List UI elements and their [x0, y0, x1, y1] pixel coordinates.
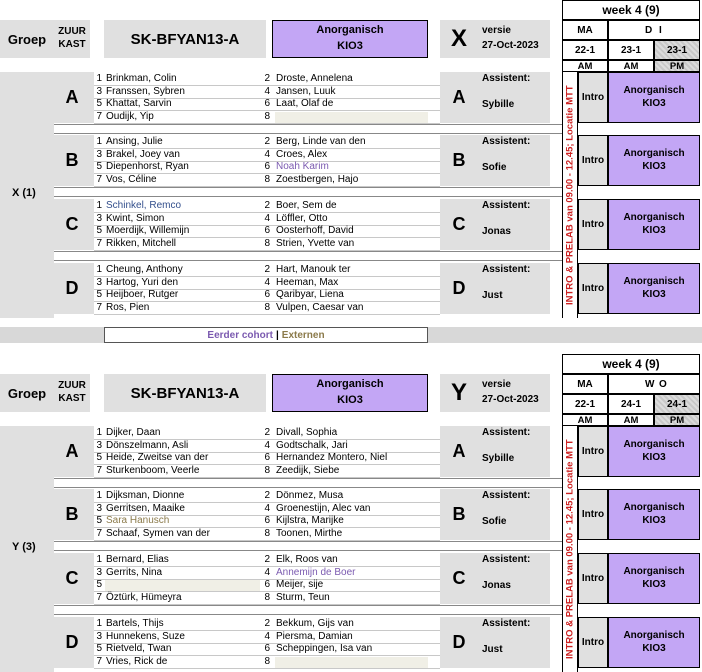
- subgroup-spacer: [54, 541, 562, 551]
- student-name: Sturkenboom, Veerle: [106, 464, 200, 476]
- student-name: Kijlstra, Marijke: [276, 515, 344, 526]
- seat-number: 4: [264, 276, 270, 288]
- row-rule: [94, 477, 440, 478]
- seat-number: 5: [96, 225, 102, 236]
- seat-number: 3: [96, 566, 102, 578]
- seat-number: 6: [264, 225, 270, 236]
- course-subtitle: KIO3: [337, 394, 363, 406]
- seat-number: 5: [96, 643, 102, 654]
- student-name: Dönmez, Musa: [276, 490, 344, 501]
- week-label: week 4 (9): [562, 354, 700, 374]
- day-letter-2: I: [659, 25, 662, 36]
- student-name: Toonen, Mirthe: [276, 527, 343, 539]
- assistant-label: Assistent:: [482, 264, 531, 275]
- seat-number: 3: [96, 502, 102, 514]
- seat-number: 7: [96, 527, 102, 539]
- assistant-label: Assistent:: [482, 490, 531, 501]
- student-name: Brinkman, Colin: [106, 73, 177, 84]
- seat-number: 2: [264, 264, 270, 275]
- zuur-label: ZUUR: [58, 26, 86, 37]
- student-name: Strien, Yvette van: [276, 237, 355, 249]
- seat-number: 3: [96, 276, 102, 288]
- subgroup-spacer: [54, 124, 562, 134]
- group-label: X (1): [12, 187, 36, 199]
- row-rule: [94, 540, 440, 541]
- seat-number: 7: [96, 110, 102, 122]
- seat-number: 6: [264, 643, 270, 654]
- subgroup-spacer: [54, 605, 562, 615]
- student-name: Kwint, Simon: [106, 212, 165, 224]
- subgroup-spacer: [54, 251, 562, 261]
- subgroup-letter-right: C: [440, 199, 478, 250]
- student-name: Hart, Manouk ter: [276, 264, 351, 275]
- student-name: Heijboer, Rutger: [106, 289, 179, 300]
- subgroup-letter: C: [54, 553, 90, 604]
- seat-number: 4: [264, 439, 270, 451]
- student-name: Sara Hanusch: [106, 515, 170, 526]
- student-name: Bartels, Thijs: [106, 618, 164, 629]
- student-name: Dijksman, Dionne: [106, 490, 185, 501]
- day-letter-1: W: [645, 379, 655, 390]
- course-cell-title: Anorganisch: [623, 148, 685, 159]
- student-name: Dijker, Daan: [106, 427, 161, 438]
- am-2: AM: [608, 60, 654, 72]
- seat-number: 8: [264, 527, 270, 539]
- seat-number: 5: [96, 98, 102, 109]
- day-di: [608, 20, 700, 40]
- row-rule: [94, 314, 440, 315]
- seat-number: 5: [96, 289, 102, 300]
- subgroup-letter: B: [54, 489, 90, 540]
- am-1: AM: [562, 60, 608, 72]
- subgroup-letter-right: B: [440, 489, 478, 540]
- subgroup-letter-right: A: [440, 426, 478, 477]
- assistant-name: Sofie: [482, 162, 507, 173]
- course-cell-subtitle: KIO3: [642, 515, 666, 526]
- intro-cell: Intro: [578, 199, 608, 250]
- student-name: Bernard, Elias: [106, 554, 169, 565]
- intro-cell: Intro: [578, 72, 608, 123]
- seat-number: 1: [96, 554, 102, 565]
- seat-number: 8: [264, 591, 270, 603]
- student-name: Laat, Olaf de: [276, 98, 334, 109]
- intro-cell: Intro: [578, 617, 608, 668]
- empty-seat: [105, 580, 260, 591]
- seat-number: 4: [264, 566, 270, 578]
- course-cell-subtitle: KIO3: [642, 98, 666, 109]
- student-name: Berg, Linde van den: [276, 136, 366, 147]
- course-cell-title: Anorganisch: [623, 85, 685, 96]
- seat-number: 2: [264, 554, 270, 565]
- seat-number: 6: [264, 98, 270, 109]
- seat-number: 3: [96, 148, 102, 160]
- course-subtitle: KIO3: [337, 40, 363, 52]
- course-cell-title: Anorganisch: [623, 630, 685, 641]
- assistant-label: Assistent:: [482, 618, 531, 629]
- seat-number: 8: [264, 301, 270, 313]
- seat-number: 1: [96, 427, 102, 438]
- seat-number: 1: [96, 200, 102, 211]
- intro-cell: Intro: [578, 426, 608, 477]
- student-name: Schaaf, Symen van der: [106, 527, 210, 539]
- student-name: Godtschalk, Jari: [276, 439, 348, 451]
- student-name: Jansen, Luuk: [276, 85, 336, 97]
- student-name: Gerrits, Nina: [106, 566, 163, 578]
- seat-number: 4: [264, 212, 270, 224]
- course-cell-title: Anorganisch: [623, 212, 685, 223]
- student-name: Zoestbergen, Hajo: [276, 173, 359, 185]
- student-name: Rietveld, Twan: [106, 643, 172, 654]
- seat-number: 1: [96, 618, 102, 629]
- empty-seat: [275, 112, 428, 123]
- schedule-gap: [578, 604, 700, 617]
- assistant-name: Just: [482, 644, 503, 655]
- student-name: Qaribyar, Liena: [276, 289, 344, 300]
- seat-number: 1: [96, 73, 102, 84]
- course-code: SK-BFYAN13-A: [104, 20, 266, 58]
- student-name: Rikken, Mitchell: [106, 237, 177, 249]
- subgroup-letter: D: [54, 263, 90, 314]
- seat-number: 5: [96, 515, 102, 526]
- assistant-name: Sybille: [482, 453, 515, 464]
- course-cell-subtitle: KIO3: [642, 161, 666, 172]
- student-name: Droste, Annelena: [276, 73, 353, 84]
- subgroup-letter-right: D: [440, 263, 478, 314]
- seat-number: 7: [96, 464, 102, 476]
- student-name: Hernandez Montero, Niel: [276, 452, 388, 463]
- group-letter: Y: [440, 374, 478, 412]
- assistant-name: Sybille: [482, 99, 515, 110]
- student-name: Groenestijn, Alec van: [276, 502, 371, 514]
- day-letter-1: D: [645, 25, 653, 36]
- subgroup-letter-right: D: [440, 617, 478, 668]
- seat-number: 6: [264, 515, 270, 526]
- student-name: Gerritsen, Maaike: [106, 502, 185, 514]
- student-name: Oosterhoff, David: [276, 225, 354, 236]
- schedule-gap: [578, 186, 700, 199]
- course-cell-subtitle: KIO3: [642, 579, 666, 590]
- course-cell-subtitle: KIO3: [642, 225, 666, 236]
- kast-label: KAST: [58, 39, 86, 50]
- seat-number: 8: [264, 237, 270, 249]
- student-name: Diepenhorst, Ryan: [106, 161, 189, 172]
- seat-number: 7: [96, 173, 102, 185]
- group-label: Y (3): [12, 541, 36, 553]
- student-name: Moerdijk, Willemijn: [106, 225, 190, 236]
- course-cell-title: Anorganisch: [623, 276, 685, 287]
- subgroup-letter: A: [54, 72, 90, 123]
- seat-number: 5: [96, 579, 102, 590]
- row-rule: [94, 250, 440, 251]
- seat-number: 2: [264, 73, 270, 84]
- student-name: Öztürk, Hümeyra: [106, 591, 182, 603]
- student-name: Ansing, Julie: [106, 136, 163, 147]
- legend-cohort: Eerder cohort: [207, 329, 273, 341]
- assistant-name: Sofie: [482, 516, 507, 527]
- student-name: Scheppingen, Isa van: [276, 643, 373, 654]
- assistant-label: Assistent:: [482, 136, 531, 147]
- course-cell-subtitle: KIO3: [642, 452, 666, 463]
- seat-number: 8: [264, 655, 270, 667]
- assistant-name: Jonas: [482, 580, 511, 591]
- date-1: 22-1: [562, 40, 608, 60]
- assistant-name: Jonas: [482, 226, 511, 237]
- am-1: AM: [562, 414, 608, 426]
- row-rule: [94, 186, 440, 187]
- empty-seat: [275, 657, 428, 668]
- student-name: Löffler, Otto: [276, 212, 328, 224]
- row-rule: [94, 668, 440, 669]
- seat-number: 3: [96, 630, 102, 642]
- assistant-label: Assistent:: [482, 200, 531, 211]
- seat-number: 2: [264, 618, 270, 629]
- student-name: Oudijk, Yip: [106, 110, 154, 122]
- seat-number: 1: [96, 136, 102, 147]
- subgroup-letter-right: B: [440, 135, 478, 186]
- zuur-label: ZUUR: [58, 380, 86, 391]
- seat-number: 3: [96, 439, 102, 451]
- subgroup-letter: A: [54, 426, 90, 477]
- seat-number: 5: [96, 161, 102, 172]
- date-2: 24-1: [608, 394, 654, 414]
- pm: PM: [654, 60, 700, 72]
- intro-cell: Intro: [578, 489, 608, 540]
- subgroup-spacer: [54, 478, 562, 488]
- seat-number: 2: [264, 490, 270, 501]
- versie-date: 27-Oct-2023: [482, 40, 539, 51]
- seat-number: 6: [264, 452, 270, 463]
- intro-cell: Intro: [578, 135, 608, 186]
- seat-number: 7: [96, 301, 102, 313]
- seat-number: 2: [264, 427, 270, 438]
- student-name: Cheung, Anthony: [106, 264, 183, 275]
- day-ma: MA: [562, 374, 608, 394]
- student-name: Divall, Sophia: [276, 427, 338, 438]
- seat-number: 6: [264, 289, 270, 300]
- seat-number: 4: [264, 85, 270, 97]
- student-name: Vulpen, Caesar van: [276, 301, 364, 313]
- course-cell-subtitle: KIO3: [642, 289, 666, 300]
- assistant-label: Assistent:: [482, 73, 531, 84]
- row-rule: [94, 604, 440, 605]
- seat-number: 7: [96, 591, 102, 603]
- seat-number: 8: [264, 173, 270, 185]
- row-rule: [94, 123, 440, 124]
- student-name: Heeman, Max: [276, 276, 339, 288]
- subgroup-letter: C: [54, 199, 90, 250]
- day-ma: MA: [562, 20, 608, 40]
- seat-number: 3: [96, 212, 102, 224]
- course-code: SK-BFYAN13-A: [104, 374, 266, 412]
- group-block-x: [0, 0, 702, 320]
- seat-number: 3: [96, 85, 102, 97]
- week-label: week 4 (9): [562, 0, 700, 20]
- student-name: Hunnekens, Suze: [106, 630, 185, 642]
- date-2: 23-1: [608, 40, 654, 60]
- student-name: Schinkel, Remco: [106, 200, 182, 211]
- student-name: Piersma, Damian: [276, 630, 353, 642]
- intro-location-note: INTRO & PRELAB van 09.00 - 12.45; Locatie MTT: [564, 85, 576, 305]
- seat-number: 7: [96, 655, 102, 667]
- group-block-y: [0, 354, 702, 671]
- course-cell-title: Anorganisch: [623, 439, 685, 450]
- versie-label: versie: [482, 25, 511, 36]
- versie-label: versie: [482, 379, 511, 390]
- date-3: 23-1: [654, 40, 700, 60]
- seat-number: 2: [264, 200, 270, 211]
- student-name: Croes, Alex: [276, 148, 328, 160]
- student-name: Franssen, Sybren: [106, 85, 185, 97]
- assistant-label: Assistent:: [482, 554, 531, 565]
- seat-number: 5: [96, 452, 102, 463]
- schedule-gap: [578, 250, 700, 263]
- schedule-gap: [578, 540, 700, 553]
- subgroup-spacer: [54, 187, 562, 197]
- student-name: Sturm, Teun: [276, 591, 330, 603]
- intro-cell: Intro: [578, 263, 608, 314]
- seat-number: 4: [264, 502, 270, 514]
- student-name: Elk, Roos van: [276, 554, 338, 565]
- student-name: Zeedijk, Siebe: [276, 464, 340, 476]
- day-di: [608, 374, 700, 394]
- seat-number: 2: [264, 136, 270, 147]
- seat-number: 1: [96, 264, 102, 275]
- student-name: Meijer, sije: [276, 579, 324, 590]
- subgroup-letter: B: [54, 135, 90, 186]
- course-cell-subtitle: KIO3: [642, 643, 666, 654]
- student-name: Boer, Sem de: [276, 200, 337, 211]
- seat-number: 8: [264, 464, 270, 476]
- course-title: Anorganisch: [316, 378, 384, 390]
- group-letter: X: [440, 20, 478, 58]
- student-name: Annemijn de Boer: [276, 566, 356, 578]
- legend-extern: Externen: [281, 329, 325, 341]
- pm: PM: [654, 414, 700, 426]
- date-1: 22-1: [562, 394, 608, 414]
- seat-number: 6: [264, 579, 270, 590]
- legend-box: [104, 327, 428, 343]
- versie-date: 27-Oct-2023: [482, 394, 539, 405]
- student-name: Vries, Rick de: [106, 655, 168, 667]
- intro-location-note: INTRO & PRELAB van 09.00 - 12.45; Locatie MTT: [564, 439, 576, 659]
- subgroup-letter-right: C: [440, 553, 478, 604]
- groep-label: Groep: [7, 385, 47, 401]
- student-name: Vos, Céline: [106, 173, 157, 185]
- kast-label: KAST: [58, 393, 86, 404]
- assistant-label: Assistent:: [482, 427, 531, 438]
- vertical-note-frame: [562, 72, 578, 318]
- am-2: AM: [608, 414, 654, 426]
- student-name: Hartog, Yuri den: [106, 276, 179, 288]
- legend-separator: |: [275, 329, 279, 341]
- seat-number: 8: [264, 110, 270, 122]
- seat-number: 4: [264, 148, 270, 160]
- seat-number: 1: [96, 490, 102, 501]
- student-name: Ros, Pien: [106, 301, 150, 313]
- course-title: Anorganisch: [316, 24, 384, 36]
- seat-number: 6: [264, 161, 270, 172]
- groep-label: Groep: [7, 31, 47, 47]
- day-letter-2: O: [659, 379, 667, 390]
- seat-number: 4: [264, 630, 270, 642]
- assistant-name: Just: [482, 290, 503, 301]
- student-name: Noah Karim: [276, 161, 329, 172]
- subgroup-letter: D: [54, 617, 90, 668]
- student-name: Heide, Zweitse van der: [106, 452, 209, 463]
- student-name: Brakel, Joey van: [106, 148, 180, 160]
- student-name: Khattat, Sarvin: [106, 98, 172, 109]
- student-name: Bekkum, Gijs van: [276, 618, 354, 629]
- intro-cell: Intro: [578, 553, 608, 604]
- student-name: Dönszelmann, Asli: [106, 439, 189, 451]
- subgroup-letter-right: A: [440, 72, 478, 123]
- course-cell-title: Anorganisch: [623, 566, 685, 577]
- course-cell-title: Anorganisch: [623, 502, 685, 513]
- vertical-note-frame: [562, 426, 578, 672]
- seat-number: 7: [96, 237, 102, 249]
- date-3: 24-1: [654, 394, 700, 414]
